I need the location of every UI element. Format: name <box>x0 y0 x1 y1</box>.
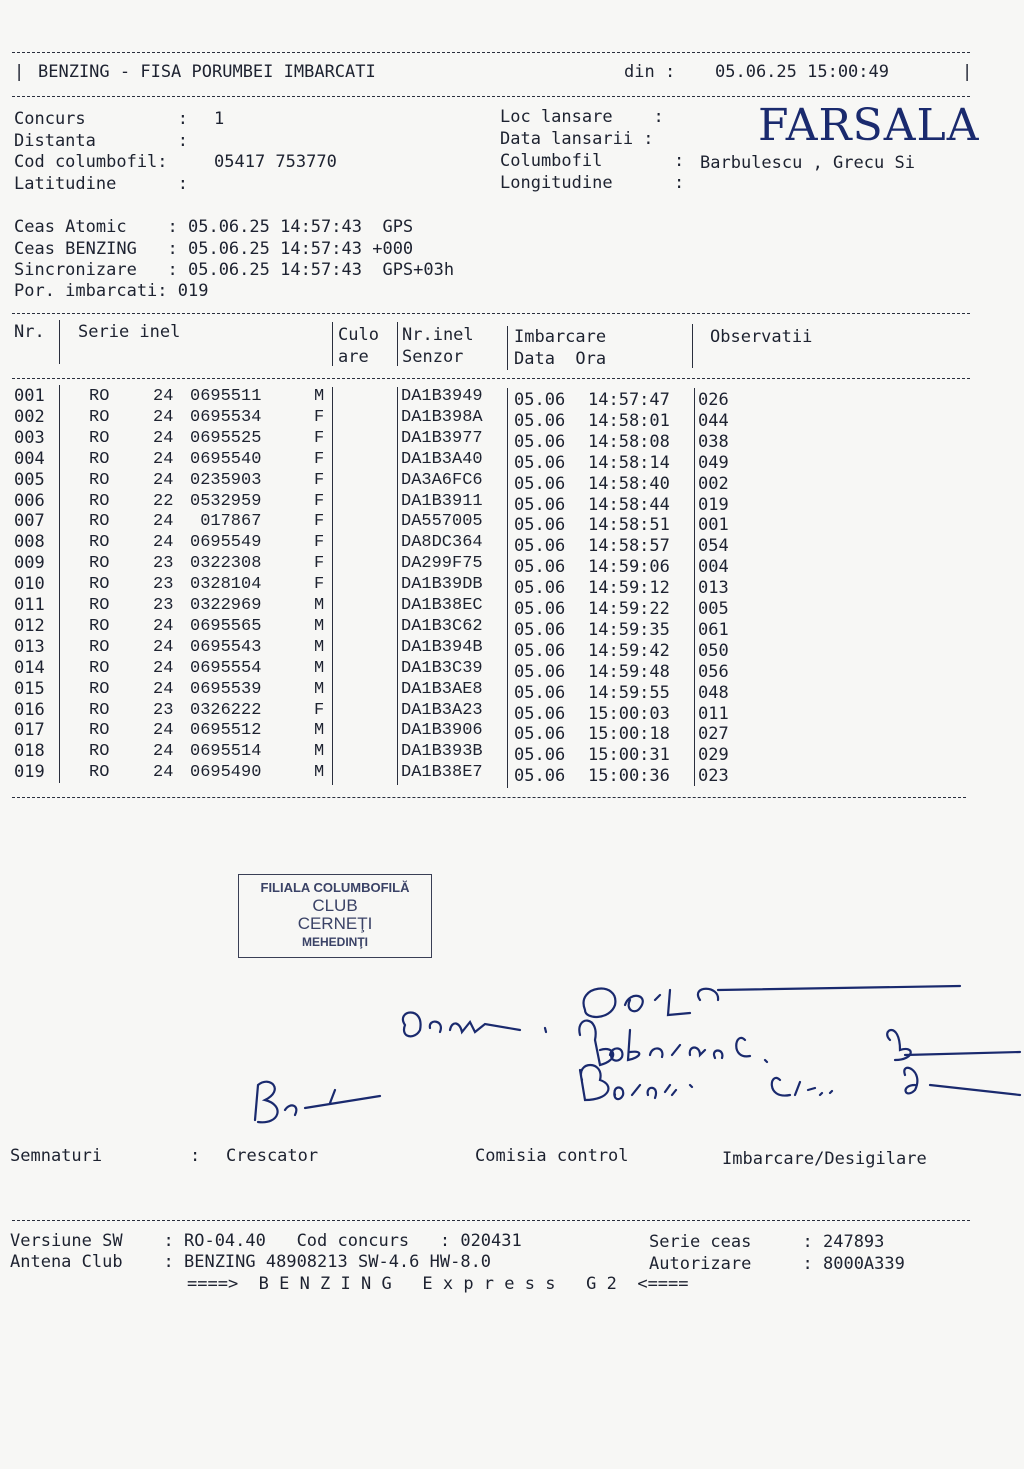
cell-serie: 0532959 <box>190 491 262 511</box>
cell-obs: 054 <box>698 536 729 557</box>
cell-tara: RO <box>89 533 110 553</box>
col-separator <box>694 388 695 786</box>
cell-an: 24 <box>153 721 174 741</box>
cell-senzor: DA1B3A23 <box>401 700 483 720</box>
cell-nr: 005 <box>14 469 45 490</box>
cell-nr: 004 <box>14 448 45 469</box>
cell-serie: 0326222 <box>190 700 262 720</box>
cell-an: 24 <box>153 742 174 762</box>
cell-ora: 14:59:55 <box>588 682 670 703</box>
comisia-control-label: Comisia control <box>475 1146 629 1166</box>
cell-sex: F <box>314 407 325 427</box>
cell-serie: 0322969 <box>190 596 262 615</box>
col-separator <box>397 387 398 785</box>
cell-serie: 0695565 <box>190 616 262 636</box>
cell-tara: RO <box>89 575 110 595</box>
cell-senzor: DA1B3906 <box>401 721 483 741</box>
imbarcare-desigilare-label: Imbarcare/Desigilare <box>722 1149 927 1169</box>
cell-ora: 14:59:06 <box>588 557 670 578</box>
cell-serie: 0695534 <box>190 407 262 427</box>
cell-ora: 15:00:36 <box>588 766 670 787</box>
cell-ora: 14:59:12 <box>588 578 670 599</box>
table-row <box>0 469 1000 494</box>
col-separator <box>507 326 508 370</box>
cell-nr: 014 <box>14 657 45 678</box>
col-separator <box>59 385 60 783</box>
cell-senzor: DA1B3A40 <box>401 449 483 469</box>
cell-tara: RO <box>89 387 110 406</box>
cell-nr: 002 <box>14 406 45 427</box>
cell-sex: M <box>314 596 325 615</box>
cell-sex: M <box>314 658 325 678</box>
cell-senzor: DA1B3AE8 <box>401 679 483 699</box>
cell-senzor: DA8DC364 <box>401 533 483 553</box>
cell-tara: RO <box>89 637 110 657</box>
concurs-value: 1 <box>214 109 225 129</box>
cell-data: 05.06 <box>514 452 566 473</box>
table-row <box>0 720 1000 745</box>
cell-sex: F <box>314 700 325 720</box>
cell-an: 23 <box>153 575 174 595</box>
cell-tara: RO <box>89 470 110 490</box>
cell-obs: 044 <box>698 410 729 431</box>
cell-nr: 008 <box>14 532 45 553</box>
cell-serie: 0695543 <box>190 637 262 657</box>
stamp-line: CERNEŢI <box>297 914 373 933</box>
cell-sex: M <box>314 637 325 657</box>
table-row <box>0 762 1000 787</box>
cell-obs: 002 <box>698 473 729 494</box>
cell-tara: RO <box>89 742 110 762</box>
autorizare-line: Autorizare : 8000A339 <box>649 1254 905 1274</box>
cell-an: 24 <box>153 637 174 657</box>
cell-tara: RO <box>89 616 110 636</box>
cell-obs: 061 <box>698 619 729 640</box>
semnaturi-label: Semnaturi <box>10 1146 103 1166</box>
cell-nr: 017 <box>14 720 45 741</box>
stamp-line: FILIALA COLUMBOFILĂ <box>260 880 410 895</box>
cell-senzor: DA299F75 <box>401 554 483 574</box>
cell-nr: 016 <box>14 699 45 720</box>
cell-serie: 0695525 <box>190 428 262 448</box>
cell-obs: 056 <box>698 661 729 682</box>
cell-nr: 011 <box>14 595 45 615</box>
table-row <box>0 427 1000 452</box>
cell-sex: F <box>314 554 325 574</box>
cell-serie: 0695549 <box>190 533 262 553</box>
cell-senzor: DA1B398A <box>401 407 483 427</box>
crescator-label: Crescator <box>226 1146 319 1166</box>
signature-stroke <box>584 986 960 1017</box>
cell-tara: RO <box>89 407 110 427</box>
table-row <box>0 741 1000 766</box>
cell-data: 05.06 <box>514 703 566 724</box>
cell-data: 05.06 <box>514 578 566 599</box>
cell-tara: RO <box>89 721 110 741</box>
col-header-nr: Nr. <box>14 322 45 342</box>
cell-serie: 0328104 <box>190 575 262 595</box>
divider <box>12 52 970 53</box>
table-row <box>0 657 1000 682</box>
columbofil-value: Barbulescu , Grecu Si <box>700 153 915 173</box>
cell-senzor: DA557005 <box>401 512 483 532</box>
cell-nr: 001 <box>14 386 45 406</box>
cod-columbofil-value: 05417 753770 <box>214 152 337 172</box>
cell-obs: 048 <box>698 682 729 703</box>
cell-nr: 006 <box>14 490 45 511</box>
sincronizare: Sincronizare : 05.06.25 14:57:43 GPS+03h <box>14 260 455 280</box>
cell-nr: 018 <box>14 741 45 762</box>
cell-sex: F <box>314 533 325 553</box>
table-row <box>0 511 1000 536</box>
divider <box>12 313 970 314</box>
cell-sex: M <box>314 616 325 636</box>
cell-tara: RO <box>89 554 110 574</box>
cell-senzor: DA1B3C62 <box>401 616 483 636</box>
cell-senzor: DA1B38E7 <box>401 763 483 783</box>
cell-sex: F <box>314 491 325 511</box>
cell-data: 05.06 <box>514 682 566 703</box>
cell-an: 24 <box>153 470 174 490</box>
cell-obs: 023 <box>698 766 729 787</box>
col-separator <box>507 388 508 788</box>
cod-columbofil-label: Cod columbofil: <box>14 152 168 172</box>
signature-stroke <box>255 1082 380 1123</box>
cell-serie: 0695539 <box>190 679 262 699</box>
col-header-culoare: Culo <box>338 325 379 345</box>
cell-ora: 15:00:31 <box>588 745 670 766</box>
cell-obs: 038 <box>698 431 729 452</box>
col-header-culoare-2: are <box>338 347 369 367</box>
columbofil-label: Columbofil : <box>500 151 685 171</box>
col-separator <box>692 324 693 368</box>
cell-an: 23 <box>153 554 174 574</box>
table-row <box>0 636 1000 661</box>
cell-serie: 0695514 <box>190 742 262 762</box>
distanta-label: Distanta : <box>14 131 188 151</box>
cell-nr: 015 <box>14 678 45 699</box>
por-imbarcati: Por. imbarcati: 019 <box>14 281 209 301</box>
cell-an: 24 <box>153 763 174 783</box>
cell-tara: RO <box>89 428 110 448</box>
cell-tara: RO <box>89 658 110 678</box>
cell-senzor: DA1B3911 <box>401 491 483 511</box>
loc-lansare-handwritten: FARSALA <box>758 100 980 151</box>
cell-an: 24 <box>153 449 174 469</box>
table-row <box>0 553 1000 578</box>
antena-club-line: Antena Club : BENZING 48908213 SW-4.6 HW-8.0 <box>10 1252 492 1272</box>
signature-stroke <box>580 1065 1020 1100</box>
signature-stroke <box>403 1013 546 1037</box>
cell-ora: 14:58:08 <box>588 431 670 452</box>
serie-ceas-line: Serie ceas : 247893 <box>649 1232 885 1252</box>
stamp-line: MEHEDINŢI <box>302 935 368 949</box>
cell-an: 22 <box>153 491 174 511</box>
cell-serie: 0695540 <box>190 449 262 469</box>
cell-nr: 010 <box>14 574 45 595</box>
cell-data: 05.06 <box>514 557 566 578</box>
cell-ora: 15:00:03 <box>588 703 670 724</box>
loc-lansare-label: Loc lansare : <box>500 107 664 127</box>
divider <box>12 797 966 798</box>
cell-ora: 14:57:47 <box>588 390 670 410</box>
cell-sex: M <box>314 763 325 783</box>
cell-serie: 0695512 <box>190 721 262 741</box>
cell-obs: 019 <box>698 494 729 515</box>
cell-nr: 009 <box>14 553 45 574</box>
versiune-sw-line: Versiune SW : RO-04.40 Cod concurs : 020431 <box>10 1231 522 1251</box>
cell-sex: F <box>314 449 325 469</box>
cell-an: 24 <box>153 428 174 448</box>
cell-an: 24 <box>153 512 174 532</box>
cell-data: 05.06 <box>514 619 566 640</box>
cell-obs: 050 <box>698 640 729 661</box>
cell-nr: 012 <box>14 615 45 636</box>
cell-data: 05.06 <box>514 431 566 452</box>
cell-data: 05.06 <box>514 494 566 515</box>
cell-ora: 15:00:18 <box>588 724 670 745</box>
cell-tara: RO <box>89 763 110 783</box>
cell-nr: 007 <box>14 511 45 532</box>
cell-serie: 0235903 <box>190 470 262 490</box>
cell-tara: RO <box>89 679 110 699</box>
cell-data: 05.06 <box>514 724 566 745</box>
cell-data: 05.06 <box>514 745 566 766</box>
col-header-senzor: Senzor <box>402 347 464 367</box>
cell-obs: 029 <box>698 745 729 766</box>
stamp-line: CLUB <box>312 896 358 915</box>
cell-ora: 14:59:42 <box>588 640 670 661</box>
longitudine-label: Longitudine : <box>500 173 685 193</box>
cell-obs: 001 <box>698 515 729 536</box>
col-header-observatii: Observatii <box>710 327 813 347</box>
cell-tara: RO <box>89 596 110 615</box>
cell-ora: 14:58:51 <box>588 515 670 536</box>
cell-senzor: DA1B39DB <box>401 575 483 595</box>
table-row <box>0 532 1000 557</box>
semnaturi-colon: : <box>190 1146 201 1166</box>
cell-an: 24 <box>153 616 174 636</box>
signature-stroke <box>579 1021 1020 1065</box>
table-row <box>0 574 1000 599</box>
cell-sex: F <box>314 428 325 448</box>
cell-ora: 14:58:14 <box>588 452 670 473</box>
cell-obs: 049 <box>698 452 729 473</box>
cell-sex: M <box>314 679 325 699</box>
cell-data: 05.06 <box>514 473 566 494</box>
cell-obs: 011 <box>698 703 729 724</box>
cell-ora: 14:58:40 <box>588 473 670 494</box>
cell-senzor: DA3A6FC6 <box>401 470 483 490</box>
table-row <box>0 406 1000 431</box>
col-header-imbarcare: Imbarcare <box>514 327 607 347</box>
header-left-bar: | <box>14 62 25 82</box>
col-separator <box>332 322 333 366</box>
col-header-serie: Serie inel <box>78 322 181 342</box>
cell-sex: M <box>314 742 325 762</box>
table-row <box>0 699 1000 724</box>
din-timestamp: 05.06.25 15:00:49 <box>715 62 889 82</box>
divider <box>12 1220 970 1221</box>
divider <box>12 96 970 97</box>
cell-data: 05.06 <box>514 640 566 661</box>
cell-senzor: DA1B393B <box>401 742 483 762</box>
col-separator <box>59 320 60 364</box>
cell-senzor: DA1B38EC <box>401 596 483 615</box>
din-label: din : <box>624 62 676 82</box>
cell-serie: 0695490 <box>190 763 262 783</box>
ceas-benzing: Ceas BENZING : 05.06.25 14:57:43 +000 <box>14 239 414 259</box>
cell-serie: 017867 <box>190 512 262 532</box>
cell-an: 23 <box>153 596 174 615</box>
cell-obs: 026 <box>698 390 729 410</box>
cell-obs: 013 <box>698 578 729 599</box>
cell-sex: M <box>314 721 325 741</box>
cell-ora: 14:58:01 <box>588 410 670 431</box>
cell-senzor: DA1B394B <box>401 637 483 657</box>
cell-sex: F <box>314 575 325 595</box>
cell-senzor: DA1B3949 <box>401 387 483 406</box>
divider <box>12 378 970 379</box>
cell-ora: 14:59:22 <box>588 599 670 619</box>
cell-serie: 0695511 <box>190 387 262 406</box>
header-right-bar: | <box>962 62 973 82</box>
cell-data: 05.06 <box>514 661 566 682</box>
cell-tara: RO <box>89 700 110 720</box>
cell-ora: 14:58:57 <box>588 536 670 557</box>
cell-data: 05.06 <box>514 536 566 557</box>
table-row <box>0 595 1000 619</box>
cell-tara: RO <box>89 491 110 511</box>
col-separator <box>397 322 398 366</box>
cell-data: 05.06 <box>514 390 566 410</box>
cell-senzor: DA1B3C39 <box>401 658 483 678</box>
table-row <box>0 448 1000 473</box>
cell-data: 05.06 <box>514 410 566 431</box>
cell-data: 05.06 <box>514 766 566 787</box>
concurs-label: Concurs : <box>14 109 188 129</box>
col-header-data-ora: Data Ora <box>514 349 607 369</box>
table-row <box>0 678 1000 703</box>
cell-an: 24 <box>153 679 174 699</box>
cell-ora: 14:58:44 <box>588 494 670 515</box>
cell-an: 24 <box>153 407 174 427</box>
cell-nr: 013 <box>14 636 45 657</box>
cell-sex: F <box>314 470 325 490</box>
cell-an: 23 <box>153 700 174 720</box>
cell-tara: RO <box>89 512 110 532</box>
cell-obs: 005 <box>698 599 729 619</box>
cell-ora: 14:59:35 <box>588 619 670 640</box>
cell-an: 24 <box>153 658 174 678</box>
cell-nr: 003 <box>14 427 45 448</box>
cell-ora: 14:59:48 <box>588 661 670 682</box>
table-row <box>0 615 1000 640</box>
cell-sex: M <box>314 387 325 406</box>
cell-data: 05.06 <box>514 515 566 536</box>
cell-an: 24 <box>153 387 174 406</box>
benzing-express-line: ====> B E N Z I N G E x p r e s s G 2 <==== <box>187 1274 689 1294</box>
cell-senzor: DA1B3977 <box>401 428 483 448</box>
cell-serie: 0695554 <box>190 658 262 678</box>
table-row <box>0 386 1000 410</box>
handwritten-signatures <box>0 960 1024 1150</box>
cell-obs: 027 <box>698 724 729 745</box>
latitudine-label: Latitudine : <box>14 174 188 194</box>
col-separator <box>332 387 333 785</box>
col-header-nrinel: Nr.inel <box>402 325 474 345</box>
document-title: BENZING - FISA PORUMBEI IMBARCATI <box>38 62 376 82</box>
cell-an: 24 <box>153 533 174 553</box>
cell-data: 05.06 <box>514 599 566 619</box>
cell-sex: F <box>314 512 325 532</box>
cell-tara: RO <box>89 449 110 469</box>
cell-serie: 0322308 <box>190 554 262 574</box>
ceas-atomic: Ceas Atomic : 05.06.25 14:57:43 GPS <box>14 217 414 237</box>
cell-obs: 004 <box>698 557 729 578</box>
table-row <box>0 490 1000 515</box>
data-lansarii-label: Data lansarii : <box>500 129 654 149</box>
cell-nr: 019 <box>14 762 45 783</box>
club-stamp <box>238 874 432 958</box>
